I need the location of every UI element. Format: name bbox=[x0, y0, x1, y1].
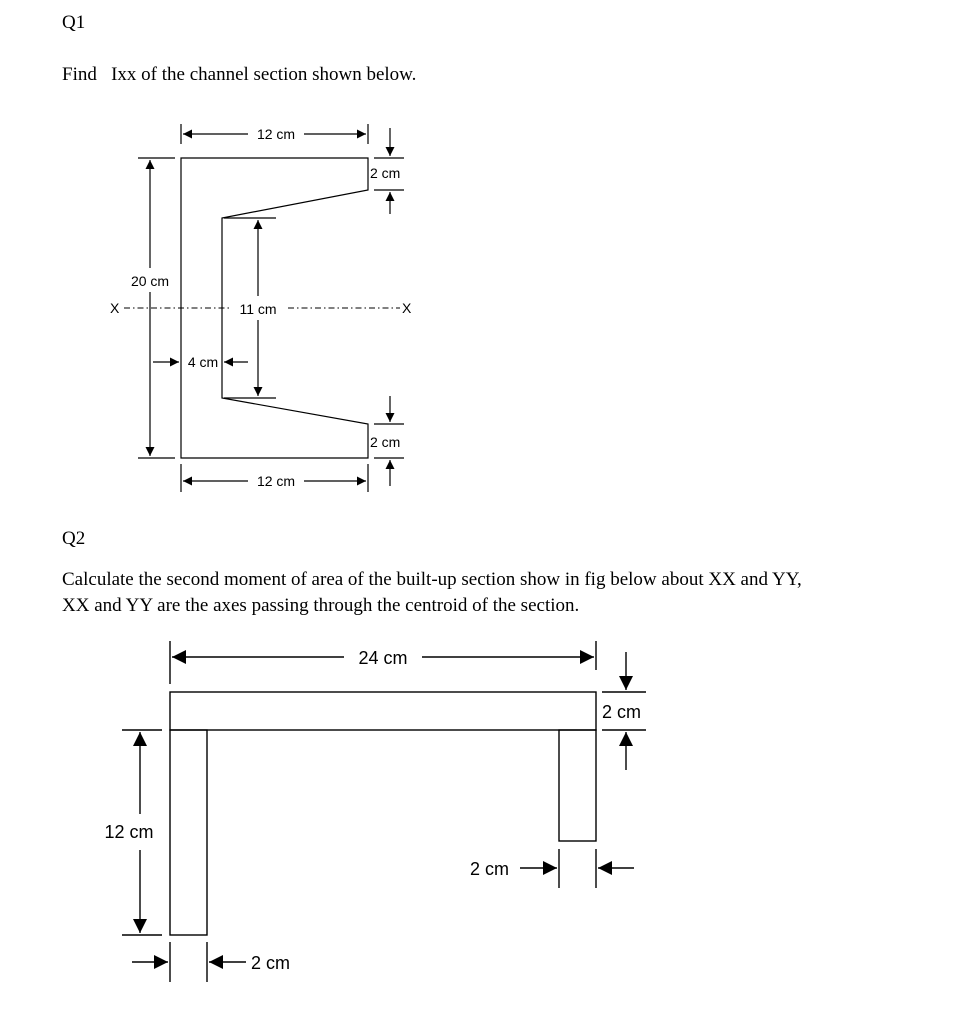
q2-label: Q2 bbox=[62, 528, 86, 549]
builtup-labels bbox=[104, 648, 641, 973]
label-leg-height: 12 cm bbox=[104, 822, 154, 842]
label-top-width: 12 cm bbox=[256, 126, 296, 142]
right-leg bbox=[559, 730, 596, 841]
label-overall-width: 24 cm bbox=[358, 648, 408, 668]
label-web-height: 11 cm bbox=[239, 301, 277, 317]
label-axis-left: X bbox=[110, 300, 120, 316]
q1-text: Find Ixx of the channel section shown below. bbox=[62, 64, 417, 85]
label-bottom-width: 12 cm bbox=[256, 473, 296, 489]
q2-text-line2: XX and YY are the axes passing through the centroid of the section. bbox=[62, 595, 580, 616]
label-right-leg-width: 2 cm bbox=[470, 859, 510, 879]
label-flange-thickness: 2 cm bbox=[602, 702, 642, 722]
label-bottom-flange: 2 cm bbox=[370, 434, 401, 450]
label-height: 20 cm bbox=[130, 273, 170, 289]
builtup-figure bbox=[122, 641, 646, 982]
label-top-flange: 2 cm bbox=[370, 165, 401, 181]
label-web-thickness: 4 cm bbox=[187, 354, 219, 370]
q1-label: Q1 bbox=[62, 12, 86, 33]
top-flange bbox=[170, 692, 596, 730]
label-axis-right: X bbox=[402, 300, 412, 316]
label-left-leg-width: 2 cm bbox=[251, 953, 291, 973]
left-leg bbox=[170, 730, 207, 935]
q2-text-line1: Calculate the second moment of area of the built-up section show in fig below about XX and YY, bbox=[62, 569, 802, 590]
